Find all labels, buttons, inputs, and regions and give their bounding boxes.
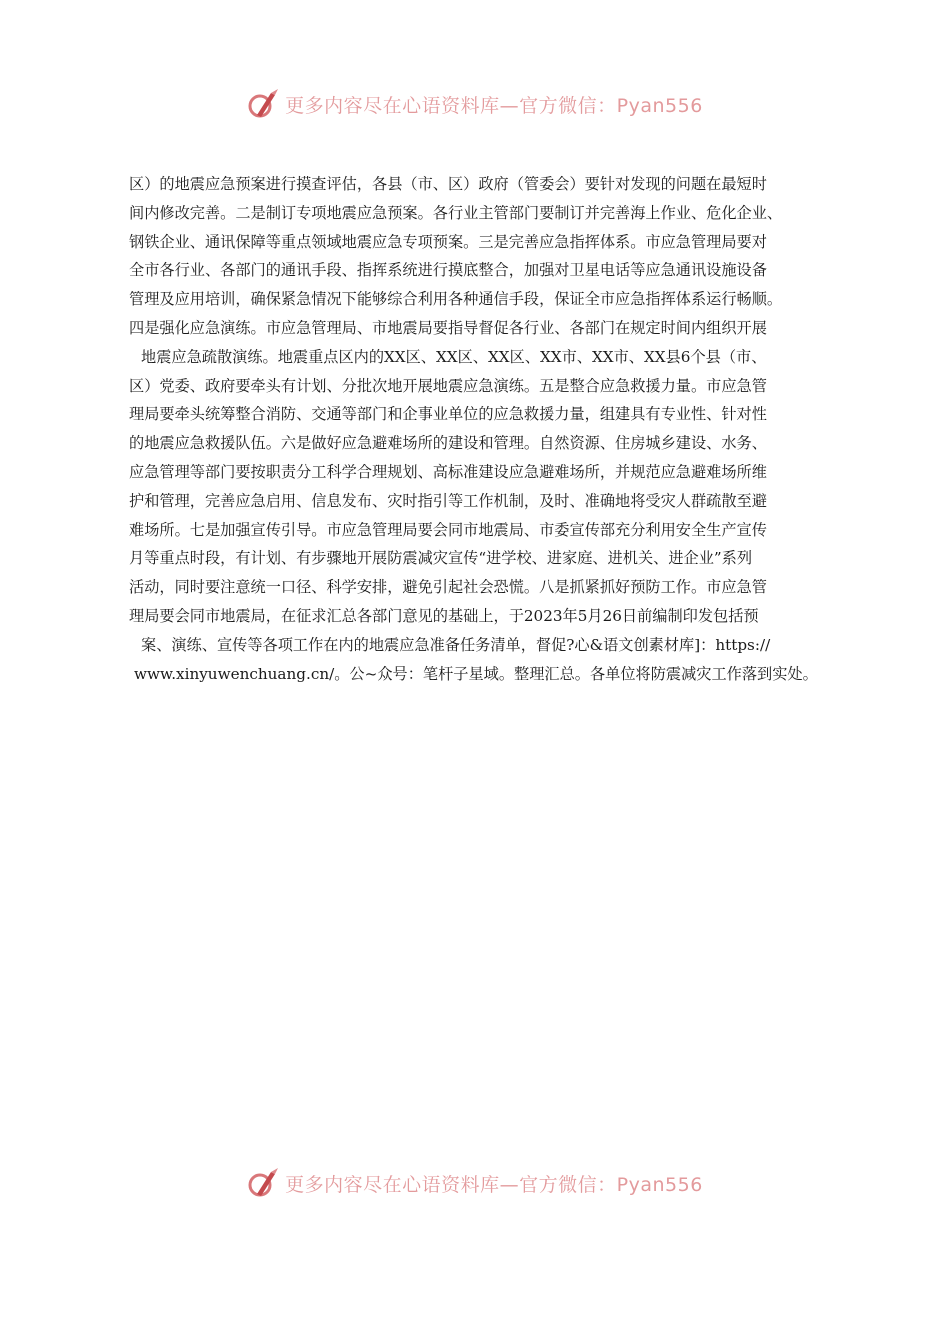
- body-line: 区）的地震应急预案进行摸查评估，各县（市、区）政府（管委会）要针对发现的问题在最短时: [129, 175, 767, 193]
- quill-logo-icon: [247, 1166, 281, 1200]
- body-line: 管理及应用培训，确保紧急情况下能够综合利用各种通信手段，保证全市应急指挥体系运行畅顺。: [129, 290, 783, 309]
- body-line: 月等重点时段，有计划、有步骤地开展防震减灾宣传“进学校、进家庭、进机关、进企业”系列: [129, 549, 753, 568]
- body-line: 的地震应急救援队伍。六是做好应急避难场所的建设和管理。自然资源、住房城乡建设、水务、: [129, 434, 767, 453]
- body-line: 理局要会同市地震局，在征求汇总各部门意见的基础上，于2023年5月26日前编制印发包括预: [129, 606, 759, 625]
- body-line: 案、演练、宣传等各项工作在内的地震应急准备任务清单，督促?心&语文创素材库]：https://: [141, 635, 771, 654]
- body-line: 活动，同时要注意统一口径、科学安排，避免引起社会恐慌。八是抓紧抓好预防工作。市应急管: [129, 578, 767, 597]
- body-line: 地震应急疏散演练。地震重点区内的XX区、XX区、XX区、XX市、XX市、XX县6个县（市、: [141, 347, 767, 366]
- body-line: 区）党委、政府要牵头有计划、分批次地开展地震应急演练。五是整合应急救援力量。市应急管: [129, 376, 767, 395]
- body-line: www.xinyuwenchuang.cn/。公~众号：笔杆子星域。整理汇总。各单位将防震减灾工作落到实处。: [134, 664, 818, 683]
- body-line: 钢铁企业、通讯保障等重点领域地震应急专项预案。三是完善应急指挥体系。市应急管理局要对: [129, 232, 767, 251]
- body-line: 四是强化应急演练。市应急管理局、市地震局要指导督促各行业、各部门在规定时间内组织开展: [129, 318, 767, 337]
- header-watermark-text: 更多内容尽在心语资料库—官方微信：Pyan556: [285, 94, 703, 117]
- body-line: 护和管理，完善应急启用、信息发布、灾时指引等工作机制，及时、准确地将受灾人群疏散至避: [129, 491, 767, 510]
- body-line: 间内修改完善。二是制订专项地震应急预案。各行业主管部门要制订并完善海上作业、危化企业、: [129, 203, 783, 222]
- body-line: 全市各行业、各部门的通讯手段、指挥系统进行摸底整合，加强对卫星电话等应急通讯设施设备: [129, 261, 767, 280]
- body-line: 难场所。七是加强宣传引导。市应急管理局要会同市地震局、市委宣传部充分利用安全生产宣传: [129, 520, 767, 539]
- body-line: 应急管理等部门要按职责分工科学合理规划、高标准建设应急避难场所，并规范应急避难场所维: [129, 462, 767, 481]
- footer-watermark-text: 更多内容尽在心语资料库—官方微信：Pyan556: [285, 1173, 703, 1196]
- header-watermark: [0, 84, 950, 124]
- footer-watermark: [0, 1163, 950, 1203]
- body-line: 理局要牵头统筹整合消防、交通等部门和企事业单位的应急救援力量，组建具有专业性、针对性: [129, 405, 767, 424]
- document-body: [129, 170, 834, 688]
- quill-logo-icon: [247, 87, 281, 121]
